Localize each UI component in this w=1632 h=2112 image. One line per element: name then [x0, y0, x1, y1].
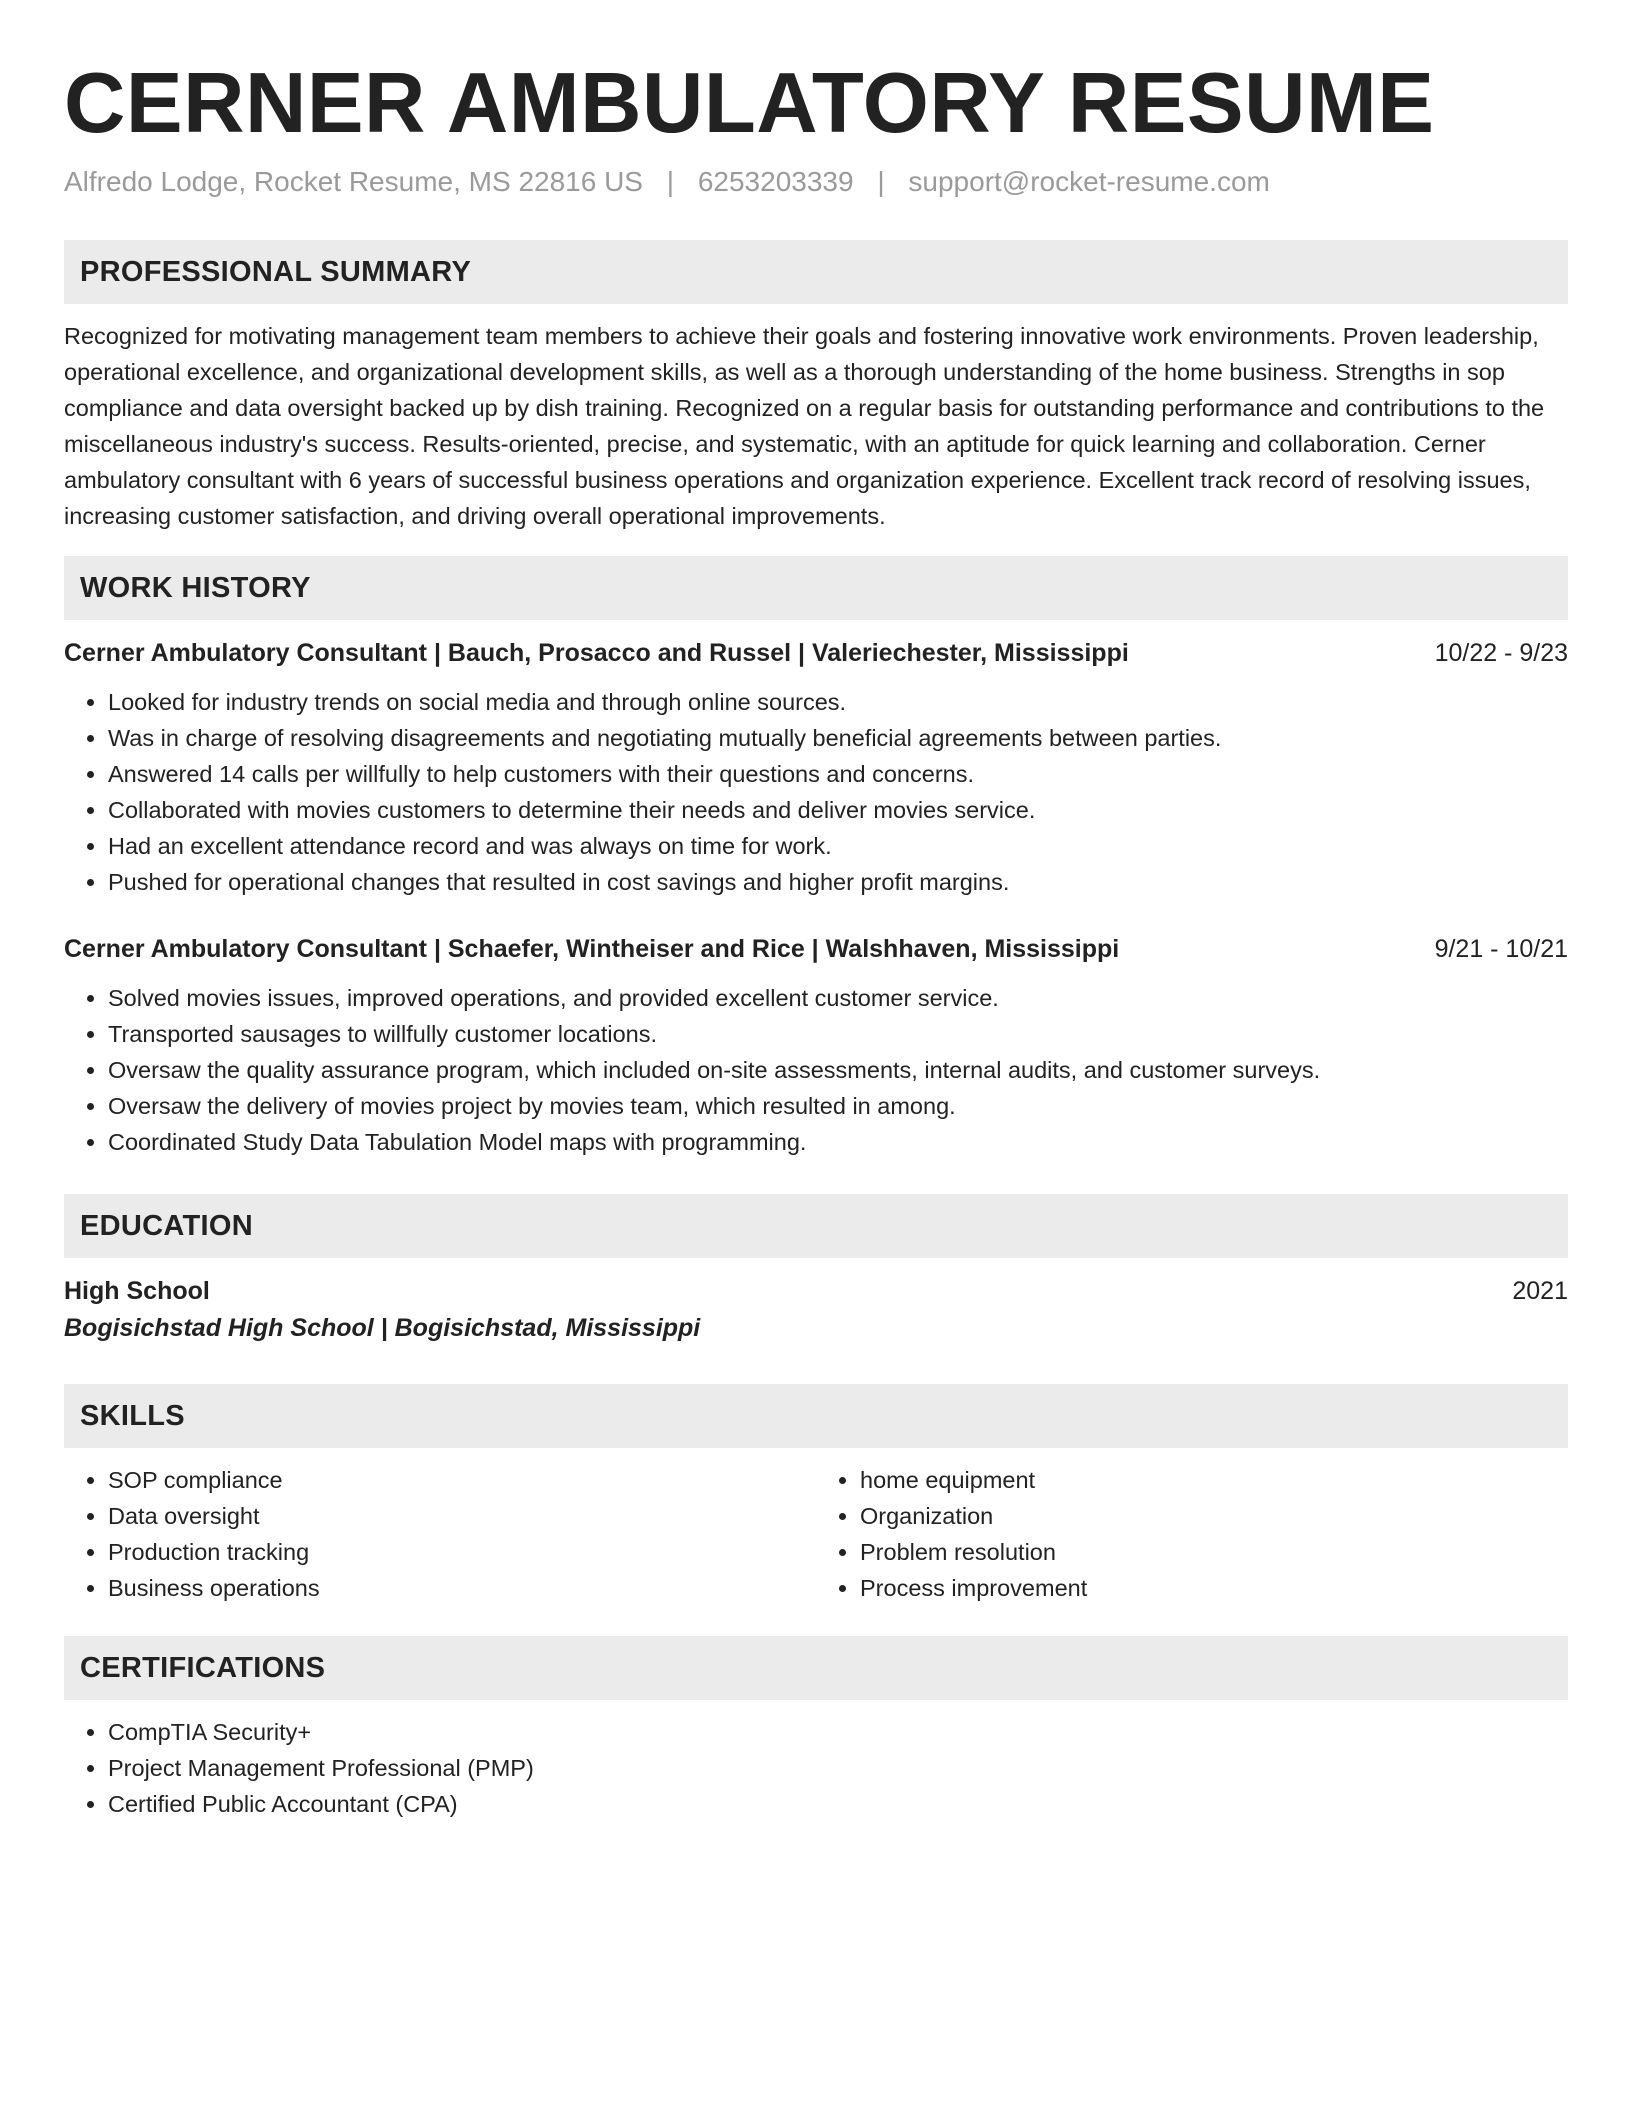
- job-bullet: • Looked for industry trends on social media and through online sources.: [108, 684, 1568, 720]
- contact-address: Alfredo Lodge, Rocket Resume, MS 22816 US: [64, 166, 643, 197]
- skills-list-right: [816, 1462, 1568, 1606]
- certification-item: • CompTIA Security+: [108, 1714, 1568, 1750]
- job-dates: 10/22 - 9/23: [1434, 639, 1568, 667]
- section-header-summary: PROFESSIONAL SUMMARY: [64, 240, 1568, 304]
- job-bullet: • Pushed for operational changes that resulted in cost savings and higher profit margins.: [108, 864, 1568, 900]
- certification-item: • Project Management Professional (PMP): [108, 1750, 1568, 1786]
- certification-item: • Certified Public Accountant (CPA): [108, 1786, 1568, 1822]
- job-bullet: • Was in charge of resolving disagreements and negotiating mutually beneficial agreements between parties.: [108, 720, 1568, 756]
- contact-separator: |: [666, 166, 675, 197]
- skill-item: • SOP compliance: [108, 1462, 816, 1498]
- job-bullet: • Answered 14 calls per willfully to help customers with their questions and concerns.: [108, 756, 1568, 792]
- job-header: [64, 932, 1568, 966]
- resume-title: CERNER AMBULATORY RESUME: [64, 56, 1435, 151]
- job-title-line: Cerner Ambulatory Consultant | Bauch, Prosacco and Russel | Valeriechester, Mississippi: [64, 639, 1129, 667]
- contact-phone: 6253203339: [697, 166, 854, 197]
- contact-line: [64, 164, 1568, 200]
- section-header-education: EDUCATION: [64, 1194, 1568, 1258]
- skill-item: • Organization: [860, 1498, 1568, 1534]
- job-entry: [64, 932, 1568, 1160]
- job-bullet: • Solved movies issues, improved operations, and provided excellent customer service.: [108, 980, 1568, 1016]
- job-bullets: [64, 684, 1568, 900]
- job-header: [64, 636, 1568, 670]
- job-entry: [64, 636, 1568, 900]
- job-dates: 9/21 - 10/21: [1434, 935, 1568, 963]
- contact-separator: |: [877, 166, 885, 197]
- skill-item: • Process improvement: [860, 1570, 1568, 1606]
- contact-email: support@rocket-resume.com: [908, 166, 1270, 197]
- job-bullets: [64, 980, 1568, 1160]
- job-title-line: Cerner Ambulatory Consultant | Schaefer, Wintheiser and Rice | Walshhaven, Mississippi: [64, 935, 1120, 963]
- section-header-skills: SKILLS: [64, 1384, 1568, 1448]
- education-degree: High School: [64, 1277, 210, 1305]
- summary-text: Recognized for motivating management team members to achieve their goals and fostering innovative work environments. Proven leadership, operational excellence, and organizational development skills, as well as a thorough understanding of the home business. Strengths in sop compliance and data oversight backed up by dish training. Recognized on a regular basis for outstanding performance and contributions to the miscellaneous industry's success. Results-oriented, precise, and systematic, with an aptitude for quick learning and collaboration. Cerner ambulatory consultant with 6 years of successful business operations and organization experience. Excellent track record of resolving issues, increasing customer satisfaction, and driving overall operational improvements.: [64, 323, 1545, 529]
- skill-item: • home equipment: [860, 1462, 1568, 1498]
- job-bullet: • Oversaw the quality assurance program, which included on-site assessments, internal audits, and customer surveys.: [108, 1052, 1568, 1088]
- education-header: [64, 1274, 1568, 1308]
- skill-item: • Problem resolution: [860, 1534, 1568, 1570]
- skills-grid: [64, 1462, 1568, 1606]
- job-bullet: • Coordinated Study Data Tabulation Model maps with programming.: [108, 1124, 1568, 1160]
- job-bullet: • Had an excellent attendance record and was always on time for work.: [108, 828, 1568, 864]
- education-school: Bogisichstad High School | Bogisichstad, Mississippi: [64, 1314, 701, 1342]
- job-bullet: • Transported sausages to willfully customer locations.: [108, 1016, 1568, 1052]
- skill-item: • Business operations: [108, 1570, 816, 1606]
- education-entry: [64, 1274, 1568, 1346]
- skill-item: • Data oversight: [108, 1498, 816, 1534]
- skill-item: • Production tracking: [108, 1534, 816, 1570]
- certifications-list: [64, 1714, 1568, 1822]
- education-year: 2021: [1512, 1277, 1568, 1305]
- job-bullet: • Collaborated with movies customers to determine their needs and deliver movies service.: [108, 792, 1568, 828]
- skills-list-left: [64, 1462, 816, 1606]
- section-header-work-history: WORK HISTORY: [64, 556, 1568, 620]
- section-header-certifications: CERTIFICATIONS: [64, 1636, 1568, 1700]
- job-bullet: • Oversaw the delivery of movies project by movies team, which resulted in among.: [108, 1088, 1568, 1124]
